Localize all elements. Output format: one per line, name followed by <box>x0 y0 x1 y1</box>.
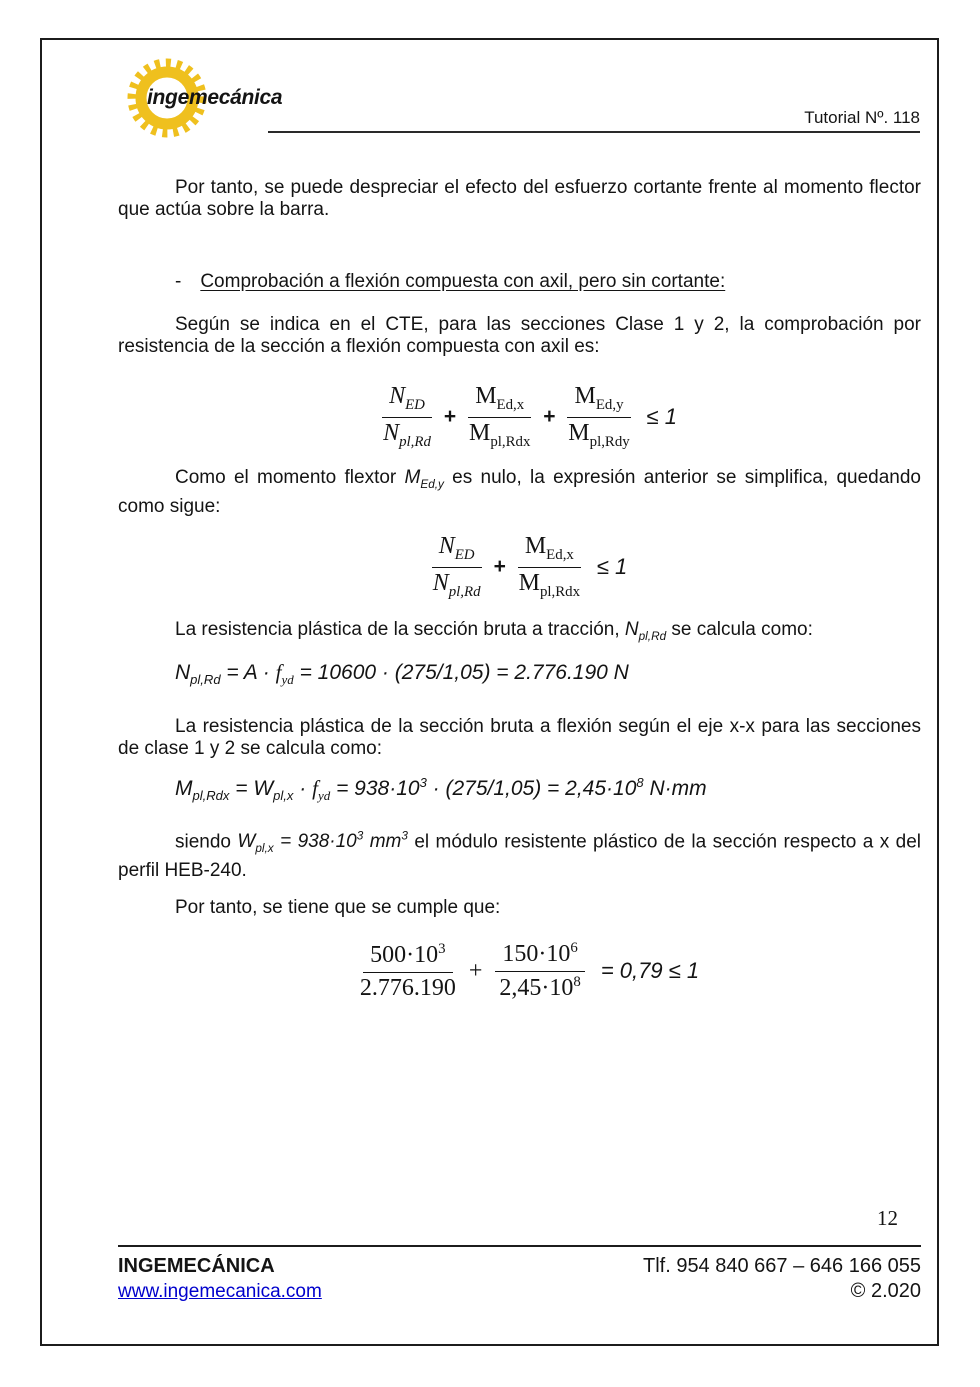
footer-copyright: © 2.020 <box>850 1280 921 1302</box>
tutorial-header <box>268 108 920 133</box>
fraction-numerator: $N_{ED}$ <box>382 384 432 418</box>
fraction-denominator: $M_{pl,Rdx}$ <box>518 570 581 601</box>
plus-operator: + <box>468 957 483 984</box>
equation-mpl-rdx: $M_{pl,Rdx} = W_{pl,x} \cdot f_{yd} = 938\cdot 10^3 \cdot (275/1,05) = 2,45\cdot 10^8$ N·mm <box>175 775 707 804</box>
plus-operator: + <box>543 405 556 429</box>
fraction-numerator: $500\cdot 10^3$ <box>363 942 452 973</box>
paragraph-conclusion-intro: Por tanto, se tiene que se cumple que: <box>175 897 501 918</box>
paragraph-wplx: siendo $W_{pl,x} = 938\cdot 10^3$ $mm^3$ el módulo resistente plástico de la sección respecto a x del perfil HEB-240. <box>118 830 921 882</box>
footer-divider <box>118 1245 921 1247</box>
inline-var-medy: $M_{Ed,y}$ <box>404 467 444 491</box>
fraction-moment-x <box>518 534 581 601</box>
paragraph-moment-null: Como el momento flextor $M_{Ed,y}$ es nulo, la expresión anterior se simplifica, quedando como sigue: <box>118 467 921 518</box>
fraction-numerator: $150\cdot 10^6$ <box>495 941 584 972</box>
plus-operator: + <box>493 555 506 579</box>
fraction-numerator: $M_{Ed,x}$ <box>518 534 581 568</box>
fraction-moment-y <box>567 384 630 451</box>
brand-name: ingemecánica <box>147 86 283 109</box>
fyd-variable: f <box>275 660 282 684</box>
page-number: 12 <box>877 1206 898 1230</box>
page-border <box>40 38 939 1346</box>
fraction-axial-numeric <box>360 942 456 1001</box>
footer-row-2 <box>118 1280 921 1303</box>
formula-numeric-check <box>128 941 931 1001</box>
fraction-axial <box>382 384 432 451</box>
paragraph-cte-intro: Según se indica en el CTE, para las secciones Clase 1 y 2, la comprobación por resistencia de la sección a flexión compuesta con axil es: <box>118 314 921 358</box>
fraction-numerator: $N_{ED}$ <box>432 534 482 568</box>
tutorial-number: Tutorial Nº. 118 <box>804 108 920 127</box>
plus-operator: + <box>443 405 457 429</box>
footer-phone: Tlf. 954 840 667 – 646 166 055 <box>642 1255 921 1277</box>
fraction-moment-numeric <box>495 941 584 1001</box>
inequality-relation: ≤ 1 <box>596 554 628 580</box>
fraction-numerator: $M_{Ed,x}$ <box>468 384 531 418</box>
equation-npl-rd: $N_{pl,Rd} = A \cdot f_{yd} = 10600 \cdot (275/1,05) = 2.776.190$ N <box>175 660 629 688</box>
section-heading <box>175 271 725 293</box>
fraction-denominator: $N_{pl,Rd}$ <box>383 420 431 451</box>
heading-dash: - <box>175 271 182 292</box>
fraction-denominator: $2,45\cdot 10^8$ <box>499 974 581 1002</box>
inline-var-nplrd: $N_{pl,Rd}$ <box>624 619 667 643</box>
footer-website-link[interactable]: www.ingemecanica.com <box>118 1281 322 1302</box>
footer-row-1 <box>118 1255 921 1278</box>
paragraph-plastic-bending: La resistencia plástica de la sección bruta a flexión según el eje x-x para las secciones de clase 1 y 2 se calcula como: <box>118 716 921 760</box>
fraction-denominator: 2.776.190 <box>359 974 456 1001</box>
fraction-axial <box>432 534 482 601</box>
inline-var-wplx: $W_{pl,x} = 938\cdot 10^3$ $mm^3$ <box>237 830 408 856</box>
formula-cte-full <box>128 384 931 451</box>
fraction-denominator: $M_{pl,Rdy}$ <box>568 420 630 451</box>
fraction-numerator: $M_{Ed,y}$ <box>567 384 630 418</box>
inequality-relation: ≤ 1 <box>646 404 677 430</box>
footer-company-name: INGEMECÁNICA <box>118 1255 275 1277</box>
heading-text: Comprobación a flexión compuesta con axil, pero sin cortante: <box>200 271 726 292</box>
fraction-moment-x <box>468 384 531 451</box>
fraction-denominator: $M_{pl,Rdx}$ <box>468 420 531 451</box>
paragraph-plastic-tension: La resistencia plástica de la sección bruta a tracción, $N_{pl,Rd}$ se calcula como: <box>175 619 813 643</box>
fraction-denominator: $N_{pl,Rd}$ <box>432 570 481 601</box>
check-result: = 0,79 ≤ 1 <box>600 958 700 984</box>
paragraph-shear-negligible: Por tanto, se puede despreciar el efecto del esfuerzo cortante frente al momento flector que actúa sobre la barra. <box>118 177 921 221</box>
formula-cte-simplified <box>128 534 931 601</box>
fyd-variable: f <box>312 776 318 800</box>
